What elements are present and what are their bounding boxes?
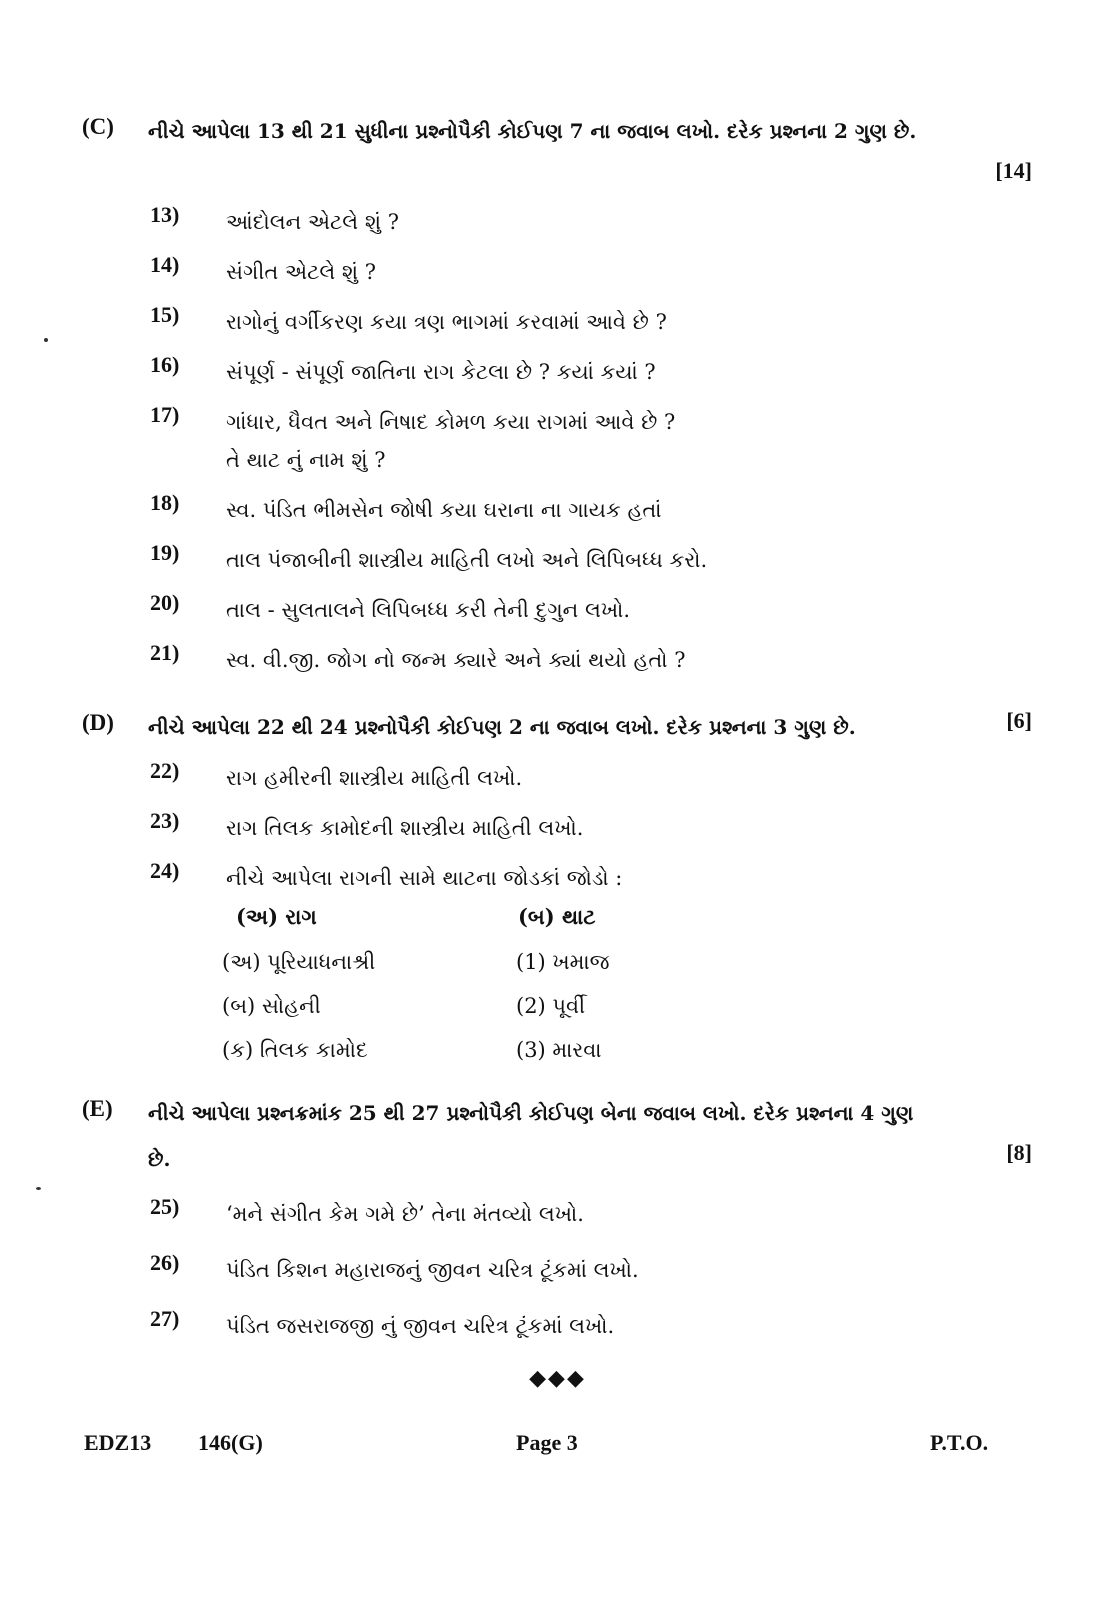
section-heading: નીચે આપેલા પ્રશ્નક્રમાંક 25 થી 27 પ્રશ્નોપૈકી કોઈપણ બેના જવાબ લખો. દરેક પ્રશ્નના 4 ગુણ છે.	[148, 1101, 914, 1171]
question-text: નીચે આપેલા રાગની સામે થાટના જોડકાં જોડો :	[226, 866, 623, 890]
section-letter: (E)	[82, 1096, 113, 1121]
match-col-a-header: (અ) રાગ	[236, 904, 317, 929]
question-text: ‘મને સંગીત કેમ ગમે છે’ તેના મંતવ્યો લખો.	[226, 1202, 584, 1226]
question-number: 26)	[150, 1250, 180, 1275]
footer-page-number: Page 3	[516, 1430, 578, 1455]
question-text: પંડિત કિશન મહારાજનું જીવન ચરિત્ર ટૂંકમાં લખો.	[226, 1258, 639, 1282]
end-separator: ◆◆◆	[529, 1366, 586, 1391]
section-marks: [8]	[1006, 1140, 1032, 1165]
question-number: 19)	[150, 540, 180, 565]
question-text: રાગોનું વર્ગીકરણ કયા ત્રણ ભાગમાં કરવામાં આવે છે ?	[226, 310, 667, 334]
question-text: સ્વ. વી.જી. જોગ નો જન્મ ક્યારે અને ક્યાં થયો હતો ?	[226, 648, 686, 672]
footer-pto: P.T.O.	[930, 1430, 989, 1455]
question-number: 20)	[150, 590, 180, 615]
question-number: 15)	[150, 302, 180, 327]
section-marks: [14]	[995, 158, 1032, 183]
question-text-line2: તે થાટ નું નામ શું ?	[226, 448, 386, 472]
question-text: ગાંધાર, ધૈવત અને નિષાદ કોમળ કયા રાગમાં આવે છે ?	[226, 410, 676, 434]
question-text: તાલ પંજાબીની શાસ્ત્રીય માહિતી લખો અને લિપિબધ્ધ કરો.	[226, 548, 708, 572]
footer-paper: 146(G)	[198, 1430, 263, 1455]
scan-speck	[36, 1187, 41, 1190]
footer-code: EDZ13	[84, 1430, 152, 1455]
question-number: 17)	[150, 402, 180, 427]
question-number: 25)	[150, 1194, 180, 1219]
question-text: આંદોલન એટલે શું ?	[226, 210, 399, 234]
section-e	[82, 1090, 1032, 1180]
section-heading: નીચે આપેલા 22 થી 24 પ્રશ્નોપૈકી કોઈપણ 2 ના જવાબ લખો. દરેક પ્રશ્નના 3 ગુણ છે.	[148, 715, 856, 739]
question-number: 23)	[150, 808, 180, 833]
question-text: સ્વ. પંડિત ભીમસેન જોષી કયા ઘરાના ના ગાયક હતાં	[226, 498, 662, 522]
section-d	[82, 704, 1032, 750]
scan-speck	[44, 338, 48, 342]
match-thaat-3: (3) મારવા	[516, 1038, 602, 1062]
match-raga-1: (અ) પૂરિયાધનાશ્રી	[222, 950, 376, 974]
question-number: 16)	[150, 352, 180, 377]
question-number: 14)	[150, 252, 180, 277]
question-text: સંપૂર્ણ - સંપૂર્ણ જાતિના રાગ કેટલા છે ? કયાં કયાં ?	[226, 360, 656, 384]
match-raga-3: (ક) તિલક કામોદ	[222, 1038, 368, 1062]
question-number: 24)	[150, 858, 180, 883]
question-text: રાગ હમીરની શાસ્ત્રીય માહિતી લખો.	[226, 766, 523, 790]
question-text: પંડિત જસરાજજી નું જીવન ચરિત્ર ટૂંકમાં લખો.	[226, 1314, 615, 1338]
section-marks: [6]	[1006, 708, 1032, 733]
question-number: 22)	[150, 758, 180, 783]
question-text: તાલ - સુલતાલને લિપિબધ્ધ કરી તેની દુગુન લખો.	[226, 598, 631, 622]
section-c	[82, 108, 1032, 183]
section-heading: નીચે આપેલા 13 થી 21 સુધીના પ્રશ્નોપૈકી કોઈપણ 7 ના જવાબ લખો. દરેક પ્રશ્નના 2 ગુણ છે.	[148, 119, 917, 143]
match-thaat-2: (2) પૂર્વી	[516, 994, 586, 1018]
section-letter: (C)	[82, 114, 114, 139]
question-number: 27)	[150, 1306, 180, 1331]
question-number: 13)	[150, 202, 180, 227]
match-col-b-header: (બ) થાટ	[518, 904, 596, 929]
question-text: સંગીત એટલે શું ?	[226, 260, 376, 284]
question-text: રાગ તિલક કામોદની શાસ્ત્રીય માહિતી લખો.	[226, 816, 584, 840]
section-letter: (D)	[82, 710, 114, 735]
match-thaat-1: (1) ખમાજ	[516, 950, 610, 974]
match-raga-2: (બ) સોહની	[222, 994, 321, 1018]
question-number: 21)	[150, 640, 180, 665]
question-number: 18)	[150, 490, 180, 515]
